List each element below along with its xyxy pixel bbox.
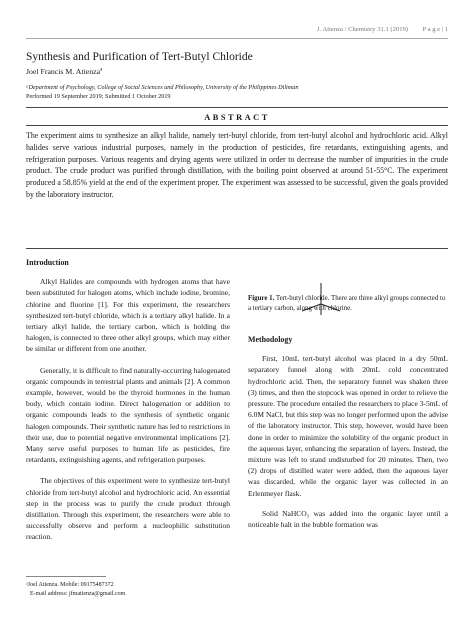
paper-title: Synthesis and Purification of Tert-Butyl Chloride	[26, 51, 253, 63]
figure-caption: Figure 1. Tert-butyl chloride. There are three alkyl groups connected to a tertiary carbon, along with chlorine.	[248, 295, 446, 312]
header-divider	[26, 38, 448, 39]
submission-dates: Performed 19 September 2019; Submitted 1 October 2019	[26, 93, 171, 100]
intro-paragraph-2: Generally, it is difficult to find naturally-occurring halogenated organic compounds in terrestrial plants and animals [2]. A common example, however, would be the thyroid hormones in the human body, which contain iodine. Direct halogenation or addition to organic compounds leads to the synthesis of synthetic organic halogen compounds. Their synthetic nature has led to restrictions in their use, due to potential negative environmental implications [2]. Many serve useful purposes to human life as pesticides, fire retardants, extinguishing agents, and refrigeration purposes.	[26, 365, 230, 465]
intro-paragraph-1: Alkyl Halides are compounds with hydrogen atoms that have been substituted for halogen atoms, which include iodine, bromine, chlorine and fluorine [1]. For this experiment, the researchers synthesized tert-butyl chloride, which is a tertiary alkyl halide. In a tertiary alkyl halide, the tertiary carbon, which is holding the halogen, is connected to three other alkyl groups, which may either be similar or different from one another.	[26, 277, 230, 354]
footnote	[26, 581, 125, 599]
abstract-heading: ABSTRACT	[204, 113, 270, 122]
journal-citation: J. Atienza / Chemistry 31.1 (2019)	[316, 26, 408, 33]
page-number: P a g e | 1	[422, 26, 448, 33]
methodology-heading: Methodology	[248, 335, 293, 344]
abstract-top-rule	[26, 107, 448, 108]
introduction-heading: Introduction	[26, 258, 69, 267]
abstract-text: The experiment aims to synthesize an alkyl halide, namely tert-butyl chloride, from tert-butyl alcohol and hydrochloric acid. Alkyl halides serve various industrial purposes, namely in the production of pesticides, fire retardants, extinguishing agents, and refrigeration purposes. Various reagents and drying agents were utilized in order to decrease the number of impurities in the crude product. The crude product was purified through distillation, with the boiling point observed at around 51-55°C. The experiment produced a 58.85% yield at the end of the experiment proper. The experiment was assessed to be successful, given the goals provided by the laboratory instructor.	[26, 131, 448, 199]
left-column	[26, 257, 230, 543]
methodology-paragraph-1: First, 10mL tert-butyl alcohol was placed in a dry 50mL separatory funnel along with 20mL cold concentrated hydrochloric acid. Then, the separatory funnel was shaken three (3) times, and then the stopcock was opened in order to relieve the pressure. The procedure entailed the researchers to place 3-5mL of 6.0M NaCl, but this step was no longer performed upon the advise of the laboratory instructor. This step, however, would have been done in order to minimize the solubility of the organic product in the aqueous layer, enhancing the separation of layers. Instead, the mixture was left to stand undisturbed for 20 minutes. Then, two (2) drops of distilled water were added, then the aqueous layer was discarded, while the organic layer was collected in an Erlenmeyer flask.	[248, 354, 448, 498]
affiliation: ᵃDepartment of Psychology, College of Social Sciences and Philosophy, University of the Philippines Diliman	[26, 84, 299, 91]
intro-paragraph-3: The objectives of this experiment were to synthesize tert-butyl chloride from tert-butyl alcohol and hydrochloric acid. An essential step in the process was to purify the crude product through distillation. Through this experiment, the researchers were able to successfully observe and perform a nucleophilic substitution reaction.	[26, 476, 230, 542]
footnote-rule	[26, 576, 106, 577]
methodology-paragraph-2: Solid NaHCO₃ was added into the organic layer until a noticeable halt in the bubble formation was	[248, 508, 448, 530]
author-name: Joel Francis M. Atienza$^a$	[26, 67, 103, 76]
footnote-contact: ᵃJoel Atienza. Mobile: 09175487372	[26, 582, 114, 588]
right-column	[248, 334, 448, 530]
abstract-mid-rule	[26, 125, 448, 126]
footnote-email: E-mail address: jfmatienza@gmail.com	[30, 591, 126, 597]
abstract-bottom-rule	[26, 248, 448, 249]
